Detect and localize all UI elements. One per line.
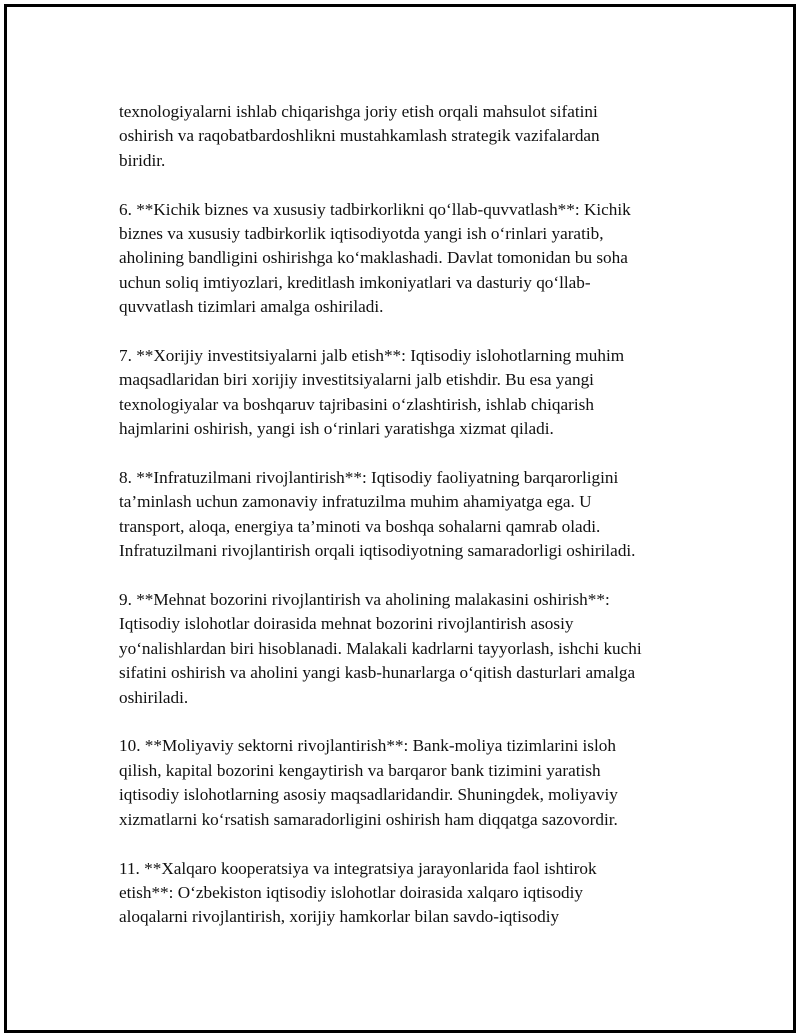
text-line: 9. **Mehnat bozorini rivojlantirish va aholining malakasini oshirish**: — [119, 590, 610, 610]
text-line: maqsadlaridan biri xorijiy investitsiyalarni jalb etishdir. Bu esa yangi — [119, 370, 594, 390]
text-line: oshirish va raqobatbardoshlikni mustahkamlash strategik vazifalardan — [119, 126, 600, 146]
text-line: transport, aloqa, energiya ta’minoti va boshqa sohalarni qamrab oladi. — [119, 516, 601, 536]
paragraph-intro — [119, 100, 699, 173]
text-line: Infratuzilmani rivojlantirish orqali iqtisodiyotning samaradorligi oshiriladi. — [119, 541, 636, 561]
text-line: aholining bandligini oshirishga ko‘maklashadi. Davlat tomonidan bu soha — [119, 248, 628, 268]
text-line: biznes va xususiy tadbirkorlik iqtisodiyotda yangi ish o‘rinlari yaratib, — [119, 224, 604, 244]
document-body — [119, 100, 699, 954]
paragraph-item-7 — [119, 344, 699, 442]
text-line: xizmatlarni ko‘rsatish samaradorligini oshirish ham diqqatga sazovordir. — [119, 809, 618, 829]
text-line: yo‘nalishlardan biri hisoblanadi. Malakali kadrlarni tayyorlash, ishchi kuchi — [119, 638, 642, 658]
text-line: 6. **Kichik biznes va xususiy tadbirkorlikni qo‘llab-quvvatlash**: Kichik — [119, 199, 631, 219]
text-line: uchun soliq imtiyozlari, kreditlash imkoniyatlari va dasturiy qo‘llab- — [119, 272, 591, 292]
text-line: texnologiyalar va boshqaruv tajribasini o‘zlashtirish, ishlab chiqarish — [119, 394, 594, 414]
text-line: qilish, kapital bozorini kengaytirish va barqaror bank tizimini yaratish — [119, 760, 601, 780]
text-line: ta’minlash uchun zamonaviy infratuzilma muhim ahamiyatga ega. U — [119, 492, 592, 512]
text-line: oshiriladi. — [119, 687, 189, 707]
text-line: biridir. — [119, 150, 166, 170]
document-page — [4, 4, 796, 1033]
text-line: 7. **Xorijiy investitsiyalarni jalb etish**: Iqtisodiy islohotlarning muhim — [119, 346, 625, 366]
paragraph-item-8 — [119, 466, 699, 564]
paragraph-item-10 — [119, 734, 699, 832]
text-line: texnologiyalarni ishlab chiqarishga joriy etish orqali mahsulot sifatini — [119, 102, 598, 121]
text-line: aloqalarni rivojlantirish, xorijiy hamkorlar bilan savdo-iqtisodiy — [119, 907, 560, 927]
text-line: iqtisodiy islohotlarning asosiy maqsadlaridandir. Shuningdek, moliyaviy — [119, 785, 618, 805]
text-line: Iqtisodiy islohotlar doirasida mehnat bozorini rivojlantirish asosiy — [119, 614, 574, 634]
text-line: 11. **Xalqaro kooperatsiya va integratsiya jarayonlarida faol ishtirok — [119, 858, 597, 878]
text-line: 10. **Moliyaviy sektorni rivojlantirish**: Bank-moliya tizimlarini isloh — [119, 736, 616, 756]
text-line: etish**: O‘zbekiston iqtisodiy islohotlar doirasida xalqaro iqtisodiy — [119, 882, 584, 902]
text-line: 8. **Infratuzilmani rivojlantirish**: Iqtisodiy faoliyatning barqarorligini — [119, 468, 619, 488]
text-line: quvvatlash tizimlari amalga oshiriladi. — [119, 297, 384, 317]
paragraph-item-6 — [119, 198, 699, 320]
paragraph-item-11 — [119, 857, 699, 930]
text-line: hajmlarini oshirish, yangi ish o‘rinlari yaratishga xizmat qiladi. — [119, 419, 554, 439]
paragraph-item-9 — [119, 588, 699, 710]
text-line: sifatini oshirish va aholini yangi kasb-hunarlarga o‘qitish dasturlari amalga — [119, 663, 636, 683]
